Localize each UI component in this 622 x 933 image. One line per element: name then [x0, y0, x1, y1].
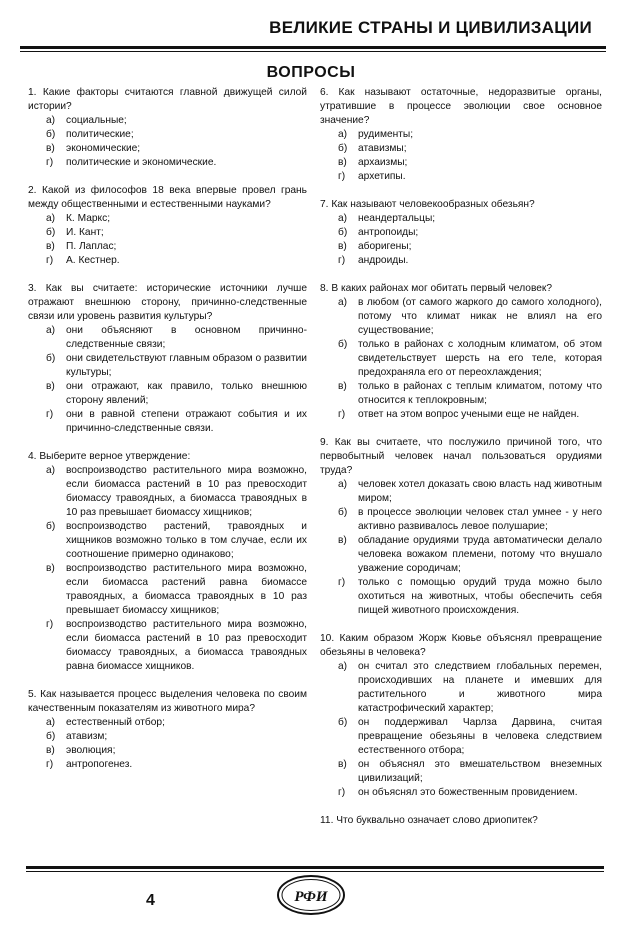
option-letter: г): [46, 255, 54, 266]
option-text: эволюция;: [66, 745, 116, 756]
option-text: антропогенез.: [66, 759, 133, 770]
option-letter: б): [46, 353, 56, 364]
question-text: 11. Что буквально означает слово дриопитек?: [320, 815, 538, 826]
answer-option: [338, 226, 602, 240]
option-letter: г): [338, 787, 346, 798]
option-text: П. Лаплас;: [66, 241, 117, 252]
question-text: 4. Выберите верное утверждение:: [28, 451, 191, 462]
answer-option: [338, 758, 602, 786]
question-1: [320, 86, 602, 184]
option-text: они объясняют в основном причинно-следственные связи;: [66, 325, 307, 350]
option-letter: в): [338, 157, 347, 168]
answer-option: [338, 478, 602, 506]
answer-option: [338, 128, 602, 142]
option-text: воспроизводство растительного мира возможно, если биомасса растений в 10 раз превосходит биомассу травоядных, а биомасса травоядных в 10 раз превышает биомассу хищников;: [66, 465, 307, 518]
option-letter: б): [338, 227, 348, 238]
option-text: политические и экономические.: [66, 157, 217, 168]
option-text: архаизмы;: [358, 157, 408, 168]
option-letter: а): [338, 129, 348, 140]
option-text: антропоиды;: [358, 227, 419, 238]
section-title: ВОПРОСЫ: [266, 64, 356, 81]
option-letter: а): [338, 479, 348, 490]
question-5: [320, 632, 602, 800]
answer-options: [28, 324, 307, 436]
answer-option: [46, 618, 307, 674]
header-rule-thick: [20, 46, 606, 49]
question-text: 10. Каким образом Жорж Кювье объяснял превращение обезьяны в человека?: [320, 633, 602, 658]
option-text: естественный отбор;: [66, 717, 165, 728]
answer-option: [46, 352, 307, 380]
question-text: 3. Как вы считаете: исторические источники лучше отражают внешнюю сторону, причинно-следственные связи или уровень развития культуры?: [28, 283, 307, 322]
option-text: обладание орудиями труда автоматически делало человека вожаком племени, потому что внушало уважение сородичам;: [358, 535, 602, 574]
option-letter: г): [338, 409, 346, 420]
answer-option: [338, 240, 602, 254]
option-text: человек хотел доказать свою власть над животным миром;: [358, 479, 602, 504]
option-text: К. Маркс;: [66, 213, 111, 224]
option-letter: в): [46, 381, 55, 392]
option-letter: б): [338, 717, 348, 728]
header-rule-thin: [20, 51, 606, 52]
answer-options: [28, 212, 307, 268]
option-letter: в): [46, 563, 55, 574]
answer-option: [338, 786, 602, 800]
option-text: андроиды.: [358, 255, 409, 266]
answer-option: [338, 212, 602, 226]
answer-option: [46, 380, 307, 408]
question-4: [28, 450, 307, 674]
answer-option: [46, 128, 307, 142]
right-column: [320, 86, 602, 842]
answer-option: [338, 254, 602, 268]
answer-option: [338, 576, 602, 618]
option-text: только с помощью орудий труда можно было охотиться на животных, чтобы обеспечить себя пищей животного происхождения.: [358, 577, 602, 616]
option-text: он объяснял это божественным провидением.: [358, 787, 578, 798]
question-text: 8. В каких районах мог обитать первый человек?: [320, 283, 553, 294]
answer-option: [338, 408, 602, 422]
answer-option: [46, 730, 307, 744]
answer-option: [46, 744, 307, 758]
option-text: аборигены;: [358, 241, 412, 252]
option-letter: б): [46, 521, 56, 532]
answer-option: [338, 338, 602, 380]
option-letter: а): [46, 465, 56, 476]
question-text: 6. Как называют остаточные, недоразвитые органы, утратившие в процессе эволюции свое основное значение?: [320, 87, 602, 126]
answer-option: [46, 716, 307, 730]
question-5: [28, 688, 307, 772]
option-letter: б): [338, 507, 348, 518]
option-text: атавизмы;: [358, 143, 407, 154]
logo-text: РФИ: [294, 889, 328, 905]
answer-option: [46, 324, 307, 352]
answer-option: [46, 464, 307, 520]
option-letter: г): [46, 619, 54, 630]
question-3: [320, 282, 602, 422]
answer-option: [338, 534, 602, 576]
answer-options: [28, 464, 307, 674]
option-letter: в): [46, 745, 55, 756]
answer-options: [320, 212, 602, 268]
answer-option: [338, 506, 602, 534]
option-letter: б): [46, 731, 56, 742]
answer-option: [338, 660, 602, 716]
question-4: [320, 436, 602, 618]
answer-option: [46, 562, 307, 618]
answer-options: [320, 128, 602, 184]
answer-option: [338, 296, 602, 338]
option-text: он объяснял это вмешательством внеземных цивилизаций;: [358, 759, 602, 784]
question-1: [28, 86, 307, 170]
option-letter: б): [46, 227, 56, 238]
answer-option: [46, 758, 307, 772]
answer-option: [46, 408, 307, 436]
footer-rule-thick: [26, 866, 604, 869]
publisher-logo: [276, 872, 346, 918]
option-text: экономические;: [66, 143, 141, 154]
question-text: 5. Как называется процесс выделения человека по своим качественным показателям из животного мира?: [28, 689, 307, 714]
answer-options: [320, 296, 602, 422]
option-text: неандертальцы;: [358, 213, 436, 224]
answer-option: [338, 142, 602, 156]
left-column: [28, 86, 307, 786]
answer-option: [46, 226, 307, 240]
option-text: они свидетельствуют главным образом о развитии культуры;: [66, 353, 307, 378]
header-title: ВЕЛИКИЕ СТРАНЫ И ЦИВИЛИЗАЦИИ: [269, 18, 592, 37]
answer-options: [320, 660, 602, 800]
answer-option: [338, 380, 602, 408]
option-text: только в районах с теплым климатом, потому что относится к теплокровным;: [358, 381, 602, 406]
option-letter: б): [46, 129, 56, 140]
answer-option: [46, 156, 307, 170]
option-text: они в равной степени отражают события и их причинно-следственные связи.: [66, 409, 307, 434]
option-text: атавизм;: [66, 731, 108, 742]
option-letter: г): [338, 171, 346, 182]
question-2: [28, 184, 307, 268]
answer-options: [28, 114, 307, 170]
question-text: 9. Как вы считаете, что послужило причиной того, что первобытный человек начал пользоваться орудиями труда?: [320, 437, 602, 476]
option-letter: г): [46, 157, 54, 168]
option-letter: в): [338, 381, 347, 392]
option-letter: а): [46, 115, 56, 126]
answer-option: [338, 156, 602, 170]
question-6: [320, 814, 602, 828]
option-text: воспроизводство растительного мира возможно, если биомасса растений в 10 раз превосходит биомассу травоядных, а биомасса травоядных равна биомассе хищников.: [66, 619, 307, 672]
answer-option: [46, 142, 307, 156]
option-letter: в): [338, 759, 347, 770]
option-letter: а): [338, 297, 348, 308]
option-text: в любом (от самого жаркого до самого холодного), потому что климат никак не влиял на его существование;: [358, 297, 602, 336]
option-text: он поддерживал Чарлза Дарвина, считая превращение обезьяны в человека следствием естественного отбора;: [358, 717, 602, 756]
answer-option: [46, 240, 307, 254]
option-letter: г): [46, 759, 54, 770]
option-text: социальные;: [66, 115, 127, 126]
question-text: 2. Какой из философов 18 века впервые провел грань между общественными и естественными науками?: [28, 185, 307, 210]
option-letter: г): [338, 577, 346, 588]
option-letter: в): [338, 535, 347, 546]
option-text: воспроизводство растений, травоядных и хищников возможно только в том случае, если их соотношение примерно одинаково;: [66, 521, 307, 560]
option-text: И. Кант;: [66, 227, 104, 238]
answer-option: [46, 114, 307, 128]
option-letter: г): [46, 409, 54, 420]
option-text: ответ на этом вопрос учеными еще не найден.: [358, 409, 580, 420]
question-text: 7. Как называют человекообразных обезьян?: [320, 199, 535, 210]
answer-option: [46, 520, 307, 562]
answer-option: [338, 716, 602, 758]
page-number: 4: [146, 892, 155, 909]
option-letter: а): [46, 325, 56, 336]
option-letter: а): [46, 213, 56, 224]
option-letter: г): [338, 255, 346, 266]
option-text: политические;: [66, 129, 134, 140]
question-2: [320, 198, 602, 268]
option-letter: а): [338, 213, 348, 224]
answer-options: [28, 716, 307, 772]
answer-option: [338, 170, 602, 184]
option-letter: в): [46, 241, 55, 252]
option-letter: а): [46, 717, 56, 728]
answer-option: [46, 254, 307, 268]
option-text: архетипы.: [358, 171, 406, 182]
option-text: только в районах с холодным климатом, об этом свидетельствует шерсть на его теле, которая предохраняла его от переохлаждения;: [358, 339, 602, 378]
option-letter: а): [338, 661, 348, 672]
option-letter: б): [338, 143, 348, 154]
option-text: он считал это следствием глобальных перемен, происходивших на планете и имевших для растительного и животного мира катастрофический характер;: [358, 661, 602, 714]
option-letter: в): [338, 241, 347, 252]
question-3: [28, 282, 307, 436]
option-text: рудименты;: [358, 129, 414, 140]
question-text: 1. Какие факторы считаются главной движущей силой истории?: [28, 87, 307, 112]
option-text: А. Кестнер.: [66, 255, 120, 266]
answer-option: [46, 212, 307, 226]
option-letter: б): [338, 339, 348, 350]
option-text: воспроизводство растительного мира возможно, если биомасса растений равна биомассе травоядных, а биомасса травоядных в 10 раз превышает биомассу хищников;: [66, 563, 307, 616]
answer-options: [320, 478, 602, 618]
option-letter: в): [46, 143, 55, 154]
option-text: в процессе эволюции человек стал умнее - у него активно развивалось левое полушарие;: [358, 507, 602, 532]
option-text: они отражают, как правило, только внешнюю сторону явлений;: [66, 381, 307, 406]
